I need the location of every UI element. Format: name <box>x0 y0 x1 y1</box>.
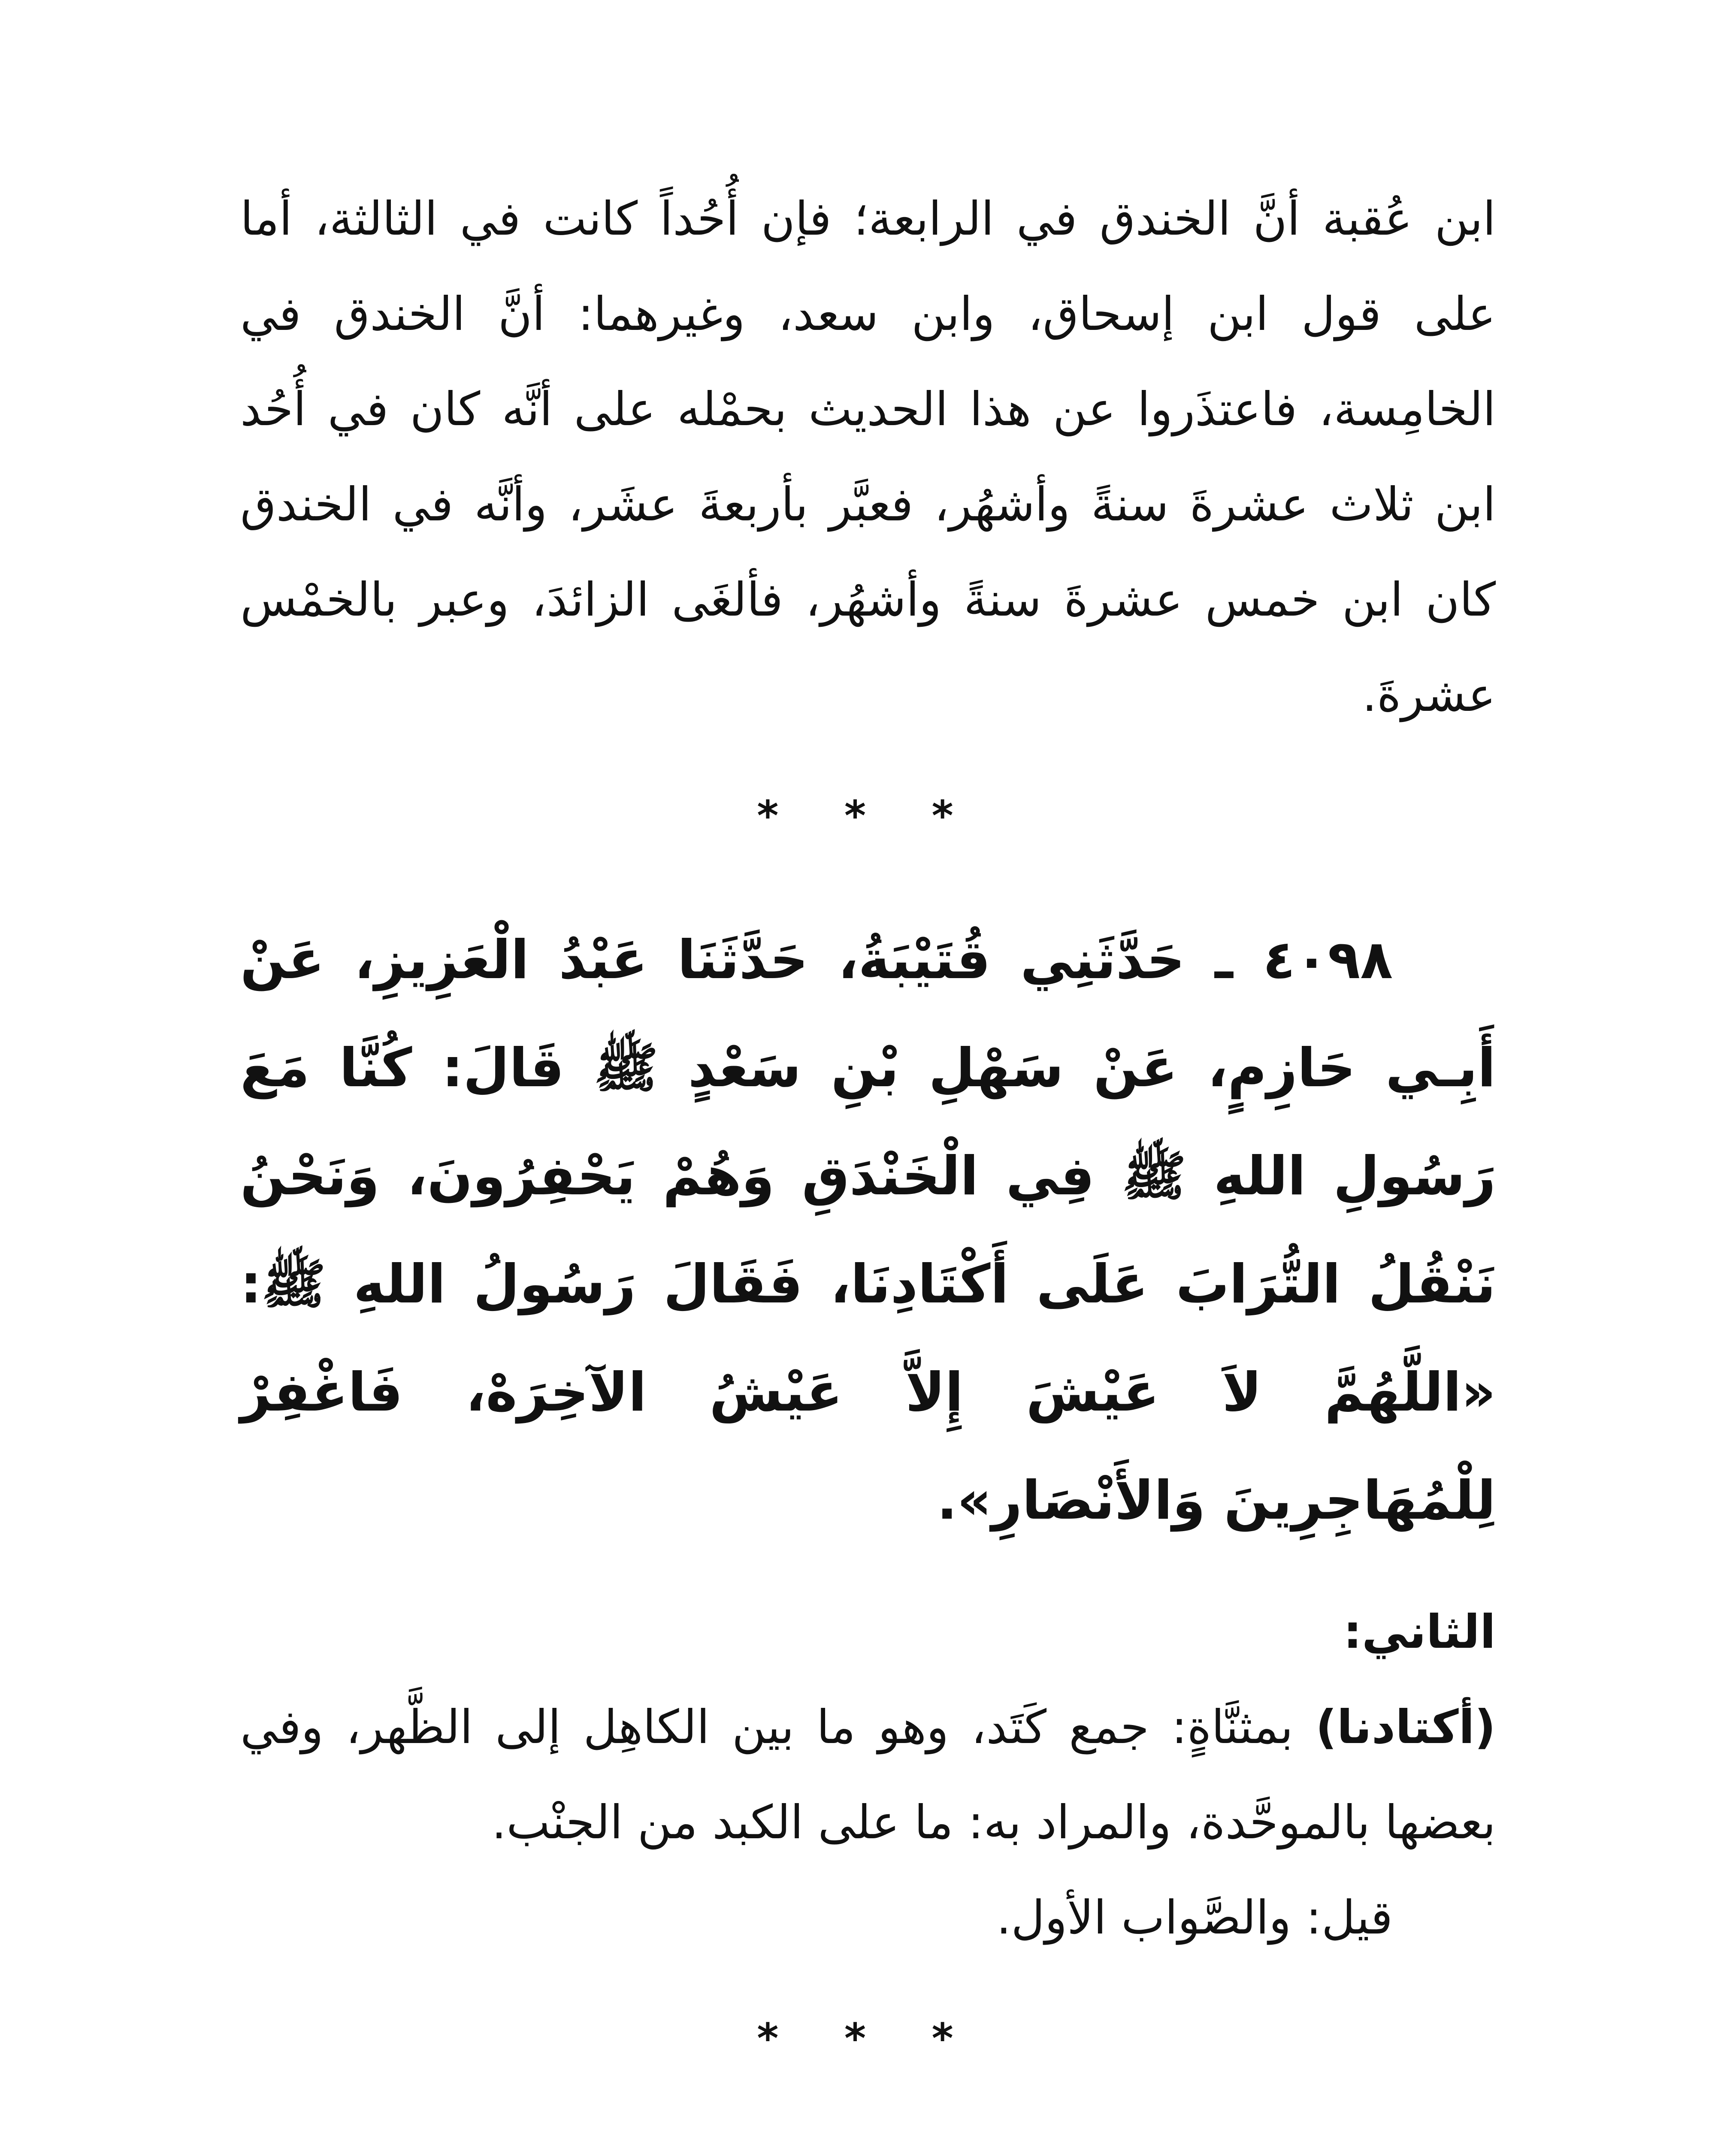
hadith-4098: ٤٠٩٨ ـ حَدَّثَنِي قُتَيْبَةُ، حَدَّثَنَا عَبْدُ الْعَزِيزِ، عَنْ أَبِـي حَازِمٍ، عَنْ سَهْلِ بْنِ سَعْدٍ ﷺ قَالَ: كُنَّا مَعَ رَسُولِ اللهِ ﷺ فِي الْخَنْدَقِ وَهُمْ يَحْفِرُونَ، وَنَحْنُ نَنْقُلُ التُّرَابَ عَلَى أَكْتَادِنَا، فَقَالَ رَسُولُ اللهِ ﷺ: «اللَّهُمَّ لاَ عَيْشَ إِلاَّ عَيْشُ الآخِرَهْ، فَاغْفِرْ لِلْمُهَاجِرِينَ وَالأَنْصَارِ». <box>240 929 1496 1532</box>
commentary-keyword: (أكتادنا) <box>1316 1701 1496 1754</box>
section-separator-1: * * * <box>757 792 979 840</box>
commentary-text-1: بمثنَّاةٍ: جمع كَتَد، وهو ما بين الكاهِل إلى الظَّهر، وفي بعضها بالموحَّدة، والمراد به: ما على الكبد من الجنْب. <box>240 1701 1496 1849</box>
commentary-paragraph-2: قيل: والصَّواب الأول. <box>996 1891 1393 1945</box>
hadith-4099 <box>240 2129 1496 2145</box>
commentary-paragraph-1 <box>240 1680 1496 1870</box>
section-separator-2: * * * <box>757 2015 979 2063</box>
commentary-paragraph-top: ابن عُقبة أنَّ الخندق في الرابعة؛ فإن أُحُداً كانت في الثالثة، أما على قول ابن إسحاق، وابن سعد، وغيرهما: أنَّ الخندق في الخامِسة، فاعتذَروا عن هذا الحديث بحمْله على أنَّه كان في أُحُد ابن ثلاث عشرةَ سنةً وأشهُر، فعبَّر بأربعةَ عشَر، وأنَّه في الخندق كان ابن خمس عشرةَ سنةً وأشهُر، فألغَى الزائدَ، وعبر بالخمْس عشرةَ. <box>240 192 1496 722</box>
section-heading: الثاني: <box>1343 1605 1496 1659</box>
